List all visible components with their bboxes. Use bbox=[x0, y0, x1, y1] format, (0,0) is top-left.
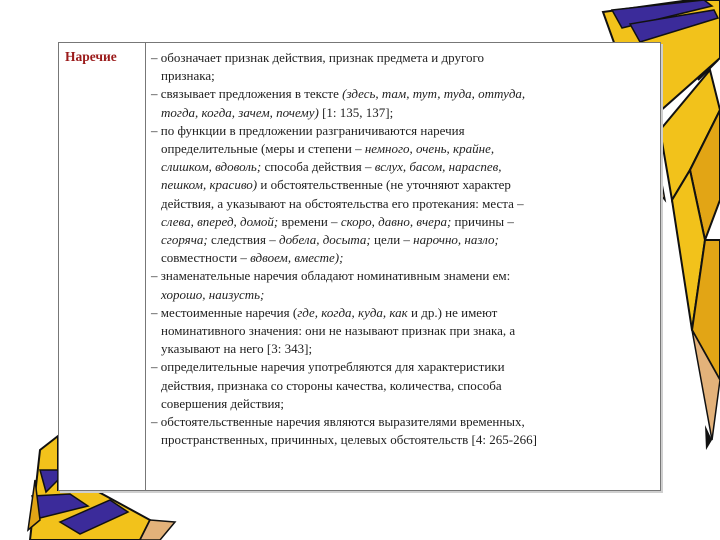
example-words: нарочно, назло; bbox=[413, 232, 499, 248]
definition-line bbox=[151, 104, 656, 122]
definition-line bbox=[151, 49, 656, 67]
definition-line bbox=[151, 395, 656, 413]
definition-line bbox=[151, 140, 656, 158]
column-divider bbox=[145, 43, 146, 490]
definition-line bbox=[151, 122, 656, 140]
definition-item bbox=[151, 49, 656, 85]
definition-item bbox=[151, 304, 656, 359]
definition-text: пространственных, причинных, целевых обстоятельств [4: 265-266] bbox=[161, 432, 537, 448]
example-words: тогда, когда, зачем, почему) bbox=[161, 104, 319, 120]
example-words: немного, очень, крайне, bbox=[364, 141, 495, 157]
example-words: добела, досыта; bbox=[279, 232, 371, 248]
definition-text: способа действия – bbox=[261, 159, 375, 175]
definition-text: – определительные наречия употребляются для характеристики bbox=[151, 359, 505, 375]
definition-text: определительные (меры и степени – bbox=[161, 141, 365, 157]
definition-text: – связывает предложения в тексте bbox=[151, 86, 343, 102]
term-cell: Наречие bbox=[65, 49, 117, 64]
definition-line bbox=[151, 358, 656, 376]
definition-text: и др.) не имеют bbox=[407, 304, 498, 320]
definition-text: – местоименные наречия ( bbox=[151, 304, 298, 320]
definition-table bbox=[58, 42, 661, 491]
definition-line bbox=[151, 322, 656, 340]
example-words: вдвоем, вместе); bbox=[250, 250, 344, 266]
definition-text: причины – bbox=[451, 213, 514, 229]
definition-line bbox=[151, 340, 656, 358]
definition-text: – обстоятельственные наречия являются выразителями временных, bbox=[151, 414, 525, 430]
definition-item bbox=[151, 85, 656, 121]
definition-text: и обстоятельственные (не уточняют характер bbox=[257, 177, 511, 193]
definition-line bbox=[151, 377, 656, 395]
example-words: пешком, красиво) bbox=[161, 177, 258, 193]
definition-text: указывают на него [3: 343]; bbox=[161, 341, 313, 357]
example-words: (здесь, там, тут, туда, оттуда, bbox=[342, 86, 526, 102]
definition-line bbox=[151, 195, 656, 213]
definition-line bbox=[151, 67, 656, 85]
definition-line bbox=[151, 85, 656, 103]
definition-line bbox=[151, 267, 656, 285]
definition-text: цели – bbox=[370, 232, 414, 248]
definition-text: [1: 135, 137]; bbox=[318, 104, 394, 120]
definition-text: номинативного значения: они не называют признак при знака, а bbox=[161, 323, 516, 339]
definition-line bbox=[151, 213, 656, 231]
example-words: вслух, басом, нараспев, bbox=[374, 159, 502, 175]
definition-line bbox=[151, 249, 656, 267]
example-words: скоро, давно, вчера; bbox=[340, 213, 452, 229]
definition-line bbox=[151, 286, 656, 304]
example-words: хорошо, наизусть; bbox=[161, 286, 265, 302]
example-words: сгоряча; bbox=[161, 232, 208, 248]
definition-text: – по функции в предложении разграничиваются наречия bbox=[151, 122, 465, 138]
definition-text: совместности – bbox=[161, 250, 251, 266]
definition-text: совершения действия; bbox=[161, 395, 285, 411]
definition-cell bbox=[151, 49, 656, 449]
definition-item bbox=[151, 267, 656, 303]
definition-item bbox=[151, 122, 656, 268]
definition-text: действия, а указывают на обстоятельства его протекания: места – bbox=[161, 195, 524, 211]
definition-line bbox=[151, 158, 656, 176]
definition-text: времени – bbox=[278, 213, 341, 229]
example-words: где, когда, куда, как bbox=[297, 304, 408, 320]
definition-line bbox=[151, 304, 656, 322]
definition-line bbox=[151, 231, 656, 249]
definition-text: – обозначает признак действия, признак предмета и другого bbox=[151, 50, 484, 65]
definition-line bbox=[151, 176, 656, 194]
definition-text: действия, признака со стороны качества, количества, способа bbox=[161, 377, 502, 393]
definition-item bbox=[151, 358, 656, 413]
definition-line bbox=[151, 413, 656, 431]
definition-line bbox=[151, 431, 656, 449]
example-words: слева, вперед, домой; bbox=[161, 213, 279, 229]
definition-text: – знаменательные наречия обладают номинативным знамени ем: bbox=[151, 268, 511, 284]
definition-text: следствия – bbox=[207, 232, 279, 248]
definition-item bbox=[151, 413, 656, 449]
definition-text: признака; bbox=[161, 68, 215, 84]
example-words: слишком, вдоволь; bbox=[161, 159, 262, 175]
